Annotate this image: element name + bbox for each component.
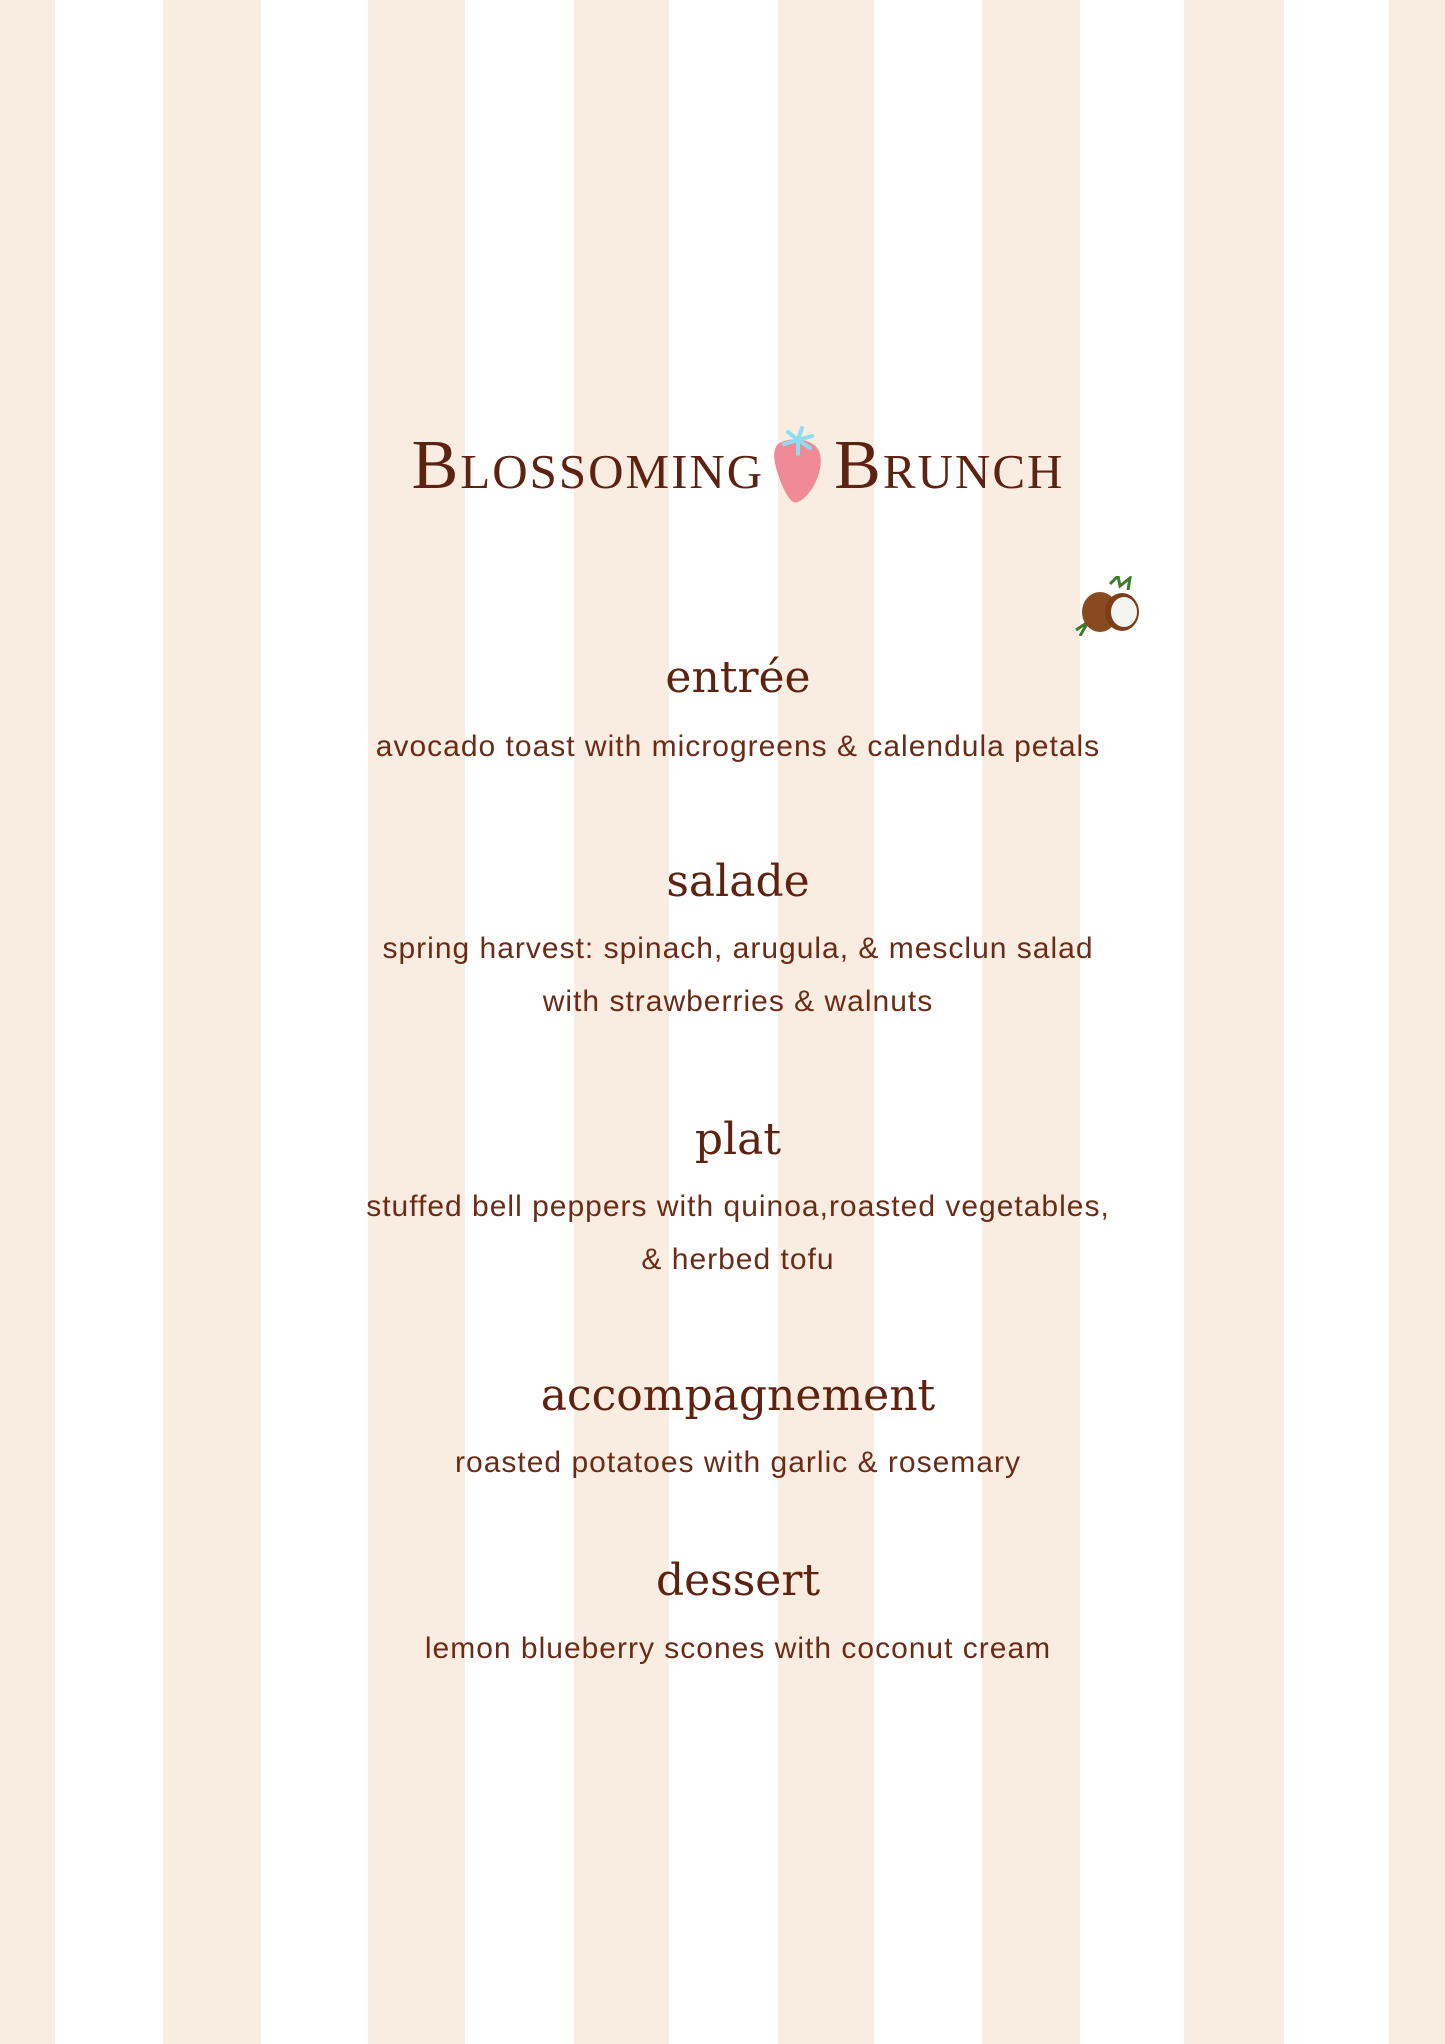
plat-description-line-1: stuffed bell peppers with quinoa,roasted vegetables, <box>366 1190 1110 1223</box>
section-heading-entree: entrée <box>665 652 811 703</box>
strawberry-icon <box>768 426 824 506</box>
section-heading-accompagnement: accompagnement <box>540 1370 936 1421</box>
menu-title <box>0 420 1445 506</box>
accompagnement-description: roasted potatoes with garlic & rosemary <box>455 1446 1021 1479</box>
section-heading-salade: salade <box>666 856 810 907</box>
salade-description-line-2: with strawberries & walnuts <box>542 985 934 1018</box>
section-heading-dessert: dessert <box>655 1555 821 1606</box>
plat-description-line-2: & herbed tofu <box>641 1243 835 1276</box>
coconut-icon <box>1074 576 1144 636</box>
title-part-1: Blossoming <box>411 426 765 504</box>
dessert-description: lemon blueberry scones with coconut cream <box>424 1632 1052 1665</box>
salade-description-line-1: spring harvest: spinach, arugula, & mesclun salad <box>382 932 1094 965</box>
section-heading-plat: plat <box>694 1114 782 1165</box>
entree-description: avocado toast with microgreens & calendula petals <box>375 730 1101 763</box>
title-part-2: Brunch <box>834 426 1065 504</box>
